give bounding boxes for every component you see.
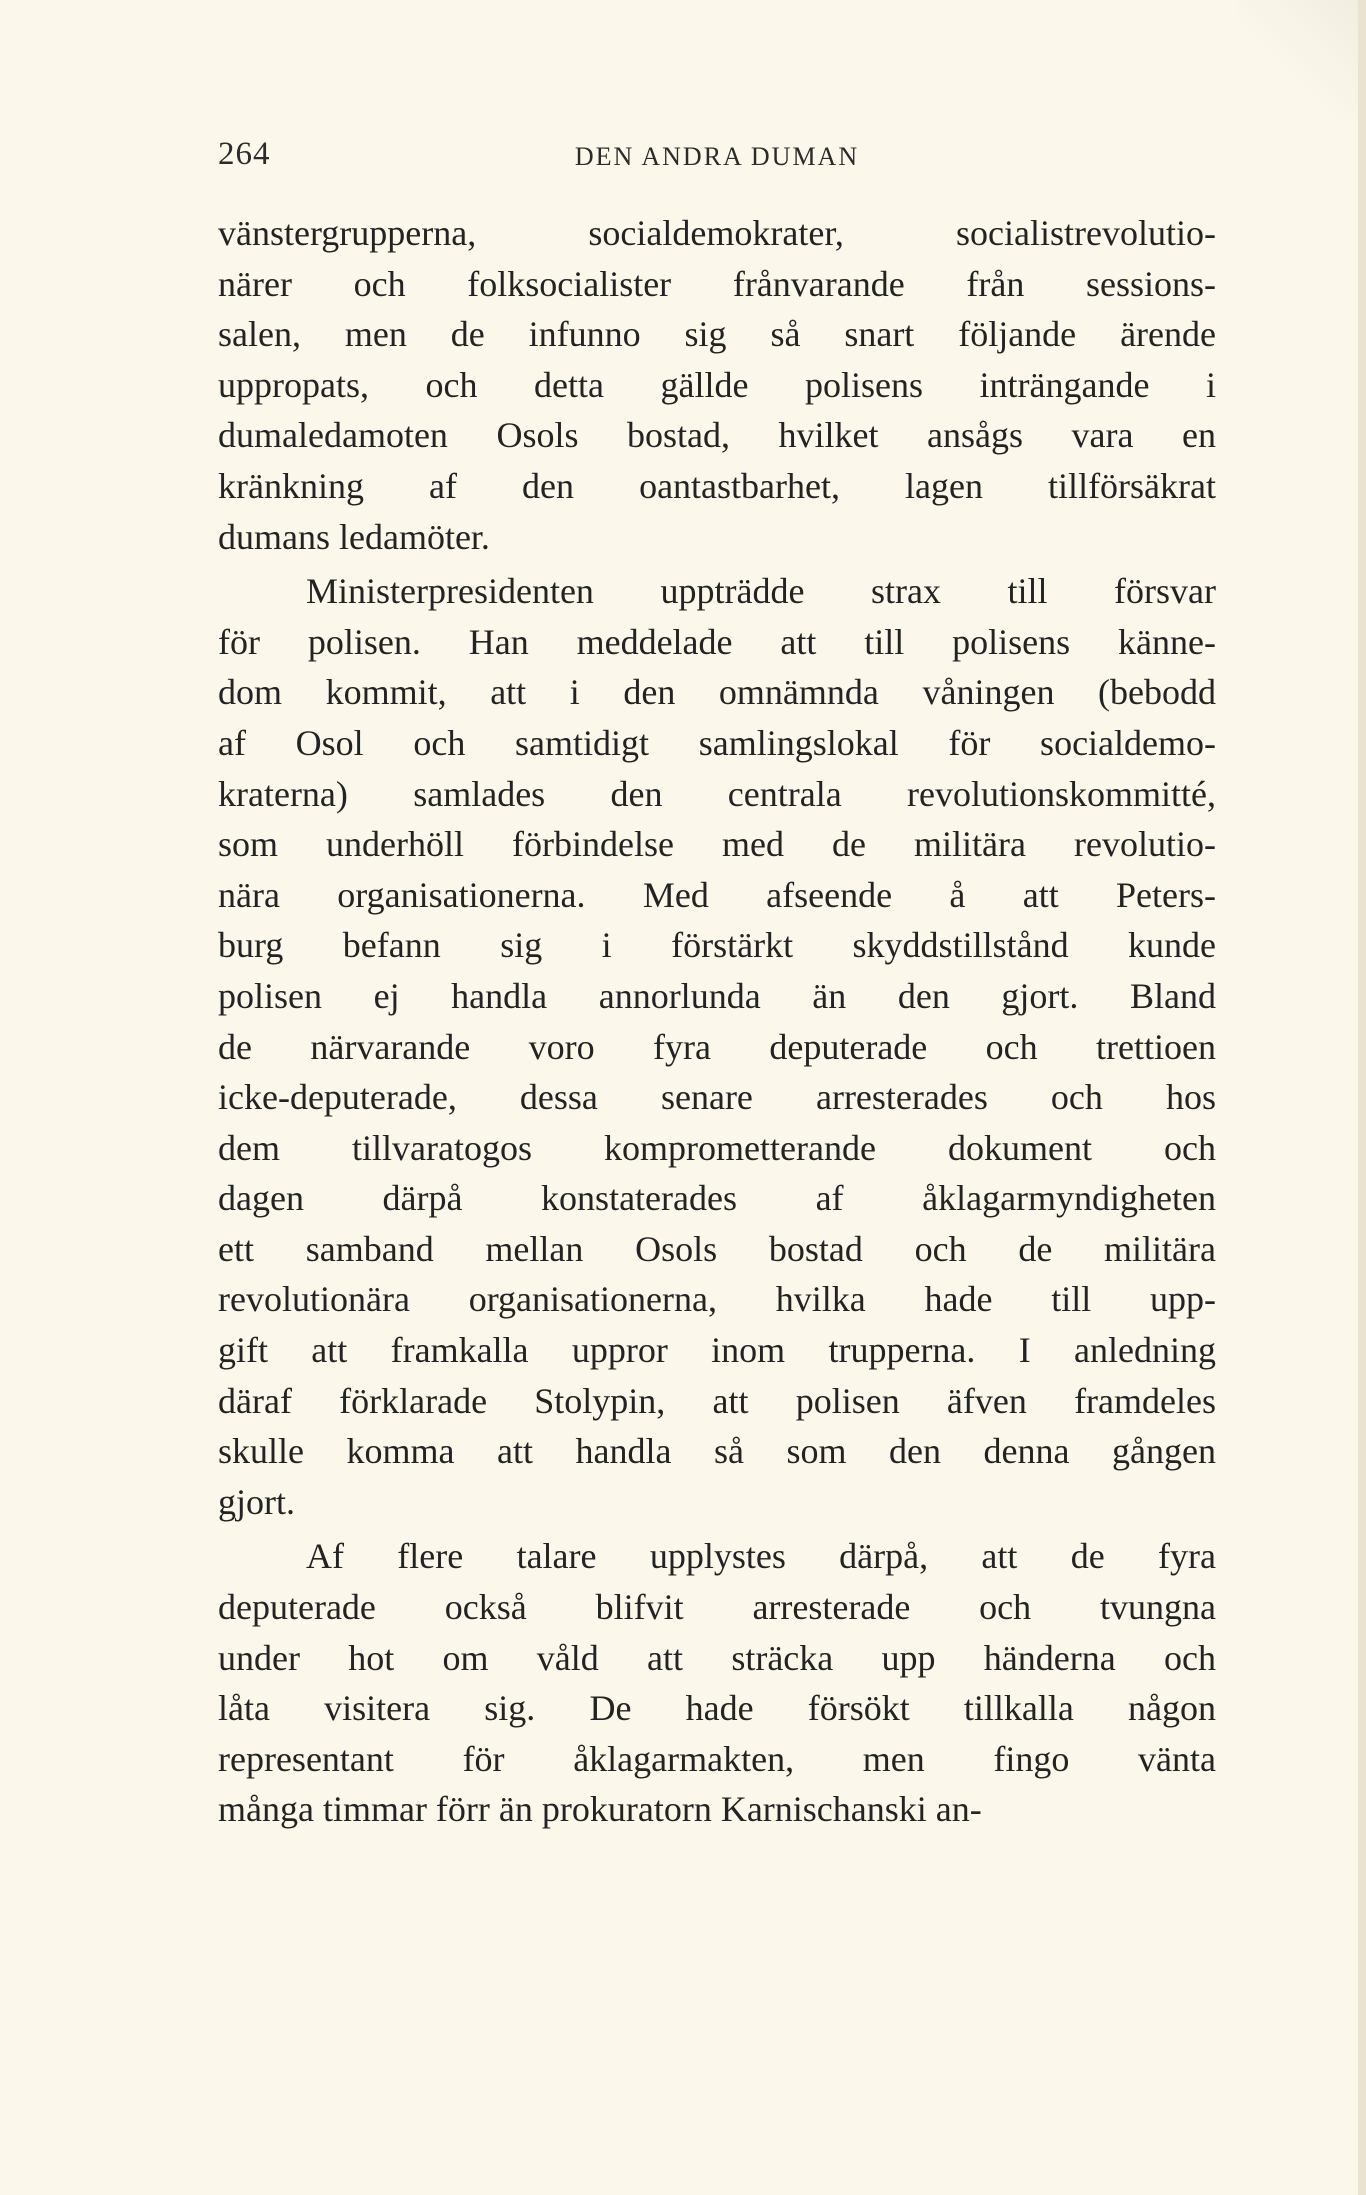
- page-corner-shading: [1238, 0, 1358, 120]
- text-line: Ministerpresidenten uppträdde strax till försvar: [306, 571, 1216, 612]
- text-line: de närvarande voro fyra deputerade och trettioen: [218, 1026, 1216, 1067]
- text-line: uppropats, och detta gällde polisens inträngande i: [218, 364, 1216, 405]
- paragraph: [218, 1531, 1216, 1835]
- text-line: under hot om våld att sträcka upp händerna och: [218, 1637, 1216, 1678]
- text-line: som underhöll förbindelse med de militära revolutio-: [218, 824, 1216, 865]
- text-line: dumaledamoten Osols bostad, hvilket ansågs vara en: [218, 415, 1216, 456]
- text-line: burg befann sig i förstärkt skyddstillstånd kunde: [218, 925, 1216, 966]
- text-line: gjort.: [218, 1481, 295, 1522]
- text-line: dumans ledamöter.: [218, 516, 490, 557]
- text-line: däraf förklarade Stolypin, att polisen äfven framdeles: [218, 1380, 1216, 1421]
- text-line: nära organisationerna. Med afseende å att Peters-: [218, 874, 1216, 915]
- body-text: [218, 208, 1216, 1835]
- text-line: ett samband mellan Osols bostad och de militära: [218, 1228, 1216, 1269]
- text-line: kränkning af den oantastbarhet, lagen tillförsäkrat: [218, 465, 1216, 506]
- text-line: skulle komma att handla så som den denna gången: [218, 1431, 1216, 1472]
- text-line: representant för åklagarmakten, men fingo vänta: [218, 1738, 1216, 1779]
- text-line: dom kommit, att i den omnämnda våningen (bebodd: [218, 672, 1216, 713]
- text-line: deputerade också blifvit arresterade och tvungna: [218, 1587, 1216, 1628]
- page-header: [218, 136, 1216, 176]
- text-line: närer och folksocialister frånvarande från sessions-: [218, 263, 1216, 304]
- text-line: salen, men de infunno sig så snart följande ärende: [218, 314, 1216, 355]
- text-line: icke-deputerade, dessa senare arresterades och hos: [218, 1077, 1216, 1118]
- text-line: många timmar förr än prokuratorn Karnischanski an-: [218, 1789, 982, 1830]
- running-head: DEN ANDRA DUMAN: [574, 142, 860, 171]
- text-line: af Osol och samtidigt samlingslokal för socialdemo-: [218, 722, 1216, 763]
- text-line: revolutionära organisationerna, hvilka hade till upp-: [218, 1279, 1216, 1320]
- paragraph: [218, 566, 1216, 1527]
- text-line: Af flere talare upplystes därpå, att de fyra: [306, 1536, 1216, 1577]
- text-line: låta visitera sig. De hade försökt tillkalla någon: [218, 1688, 1216, 1729]
- text-line: dem tillvaratogos komprometterande dokument och: [218, 1127, 1216, 1168]
- page-number: 264: [218, 136, 271, 172]
- text-line: för polisen. Han meddelade att till polisens känne-: [218, 621, 1216, 662]
- paragraph: [218, 208, 1216, 562]
- text-line: gift att framkalla uppror inom trupperna. I anledning: [218, 1330, 1216, 1371]
- text-line: dagen därpå konstaterades af åklagarmyndigheten: [218, 1178, 1216, 1219]
- text-line: vänstergrupperna, socialdemokrater, socialistrevolutio-: [218, 213, 1216, 253]
- text-line: polisen ej handla annorlunda än den gjort. Bland: [218, 975, 1216, 1016]
- text-line: kraterna) samlades den centrala revolutionskommitté,: [218, 773, 1216, 814]
